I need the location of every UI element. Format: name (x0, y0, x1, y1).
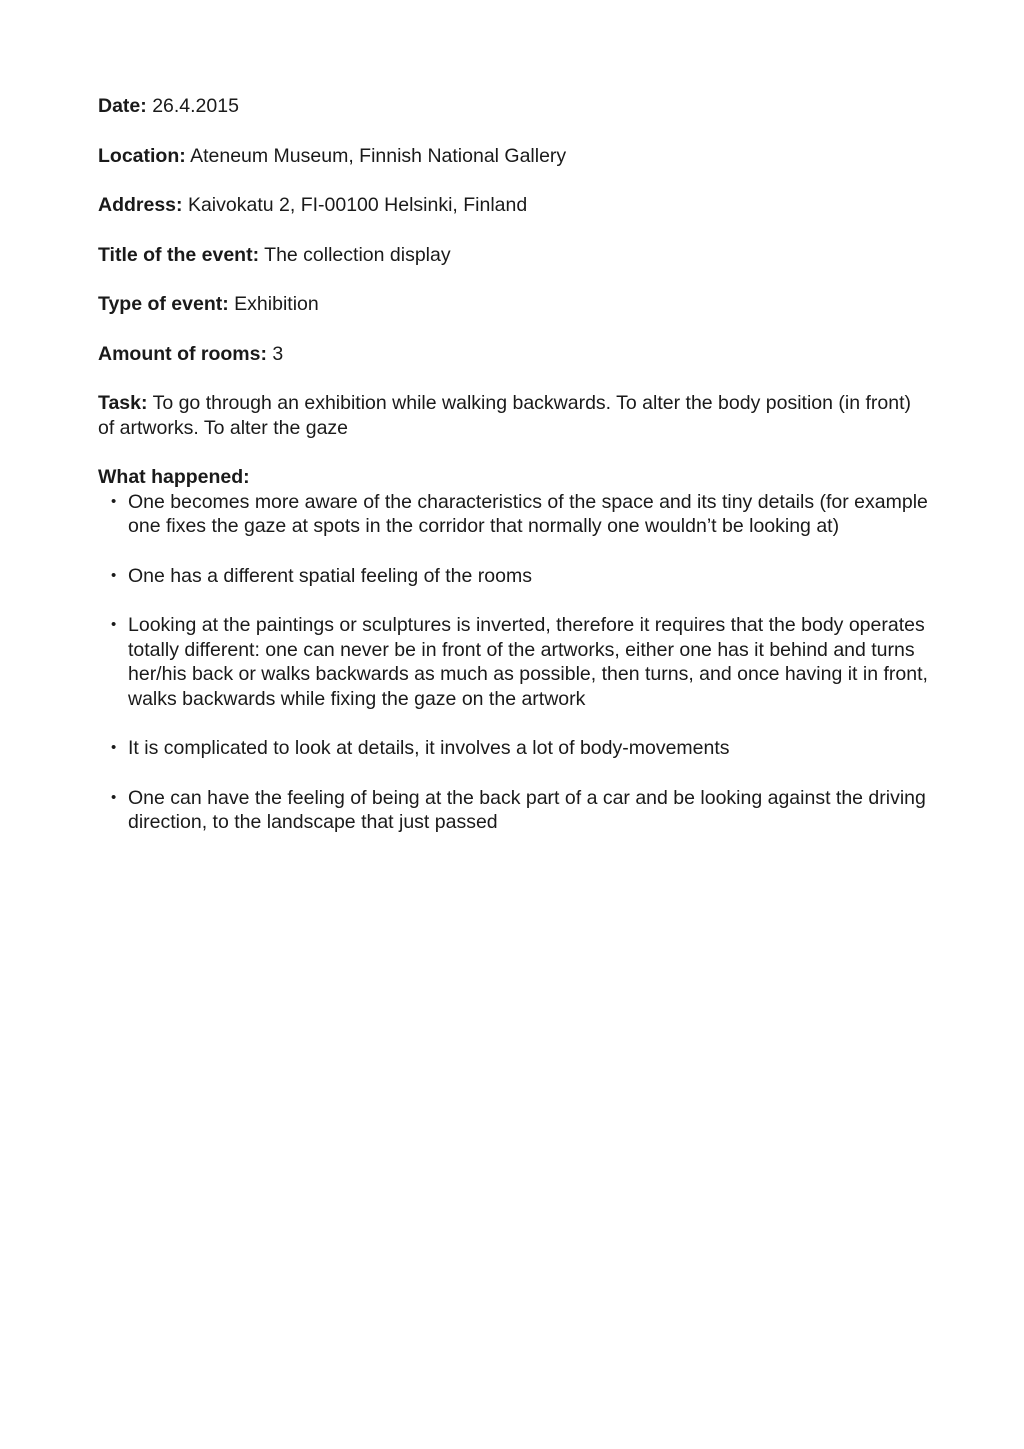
event-title-field (98, 243, 928, 268)
field-value: Kaivokatu 2, FI-00100 Helsinki, Finland (187, 194, 528, 216)
list-item (98, 613, 928, 711)
field-label: Type of event: (98, 293, 229, 315)
bullet-icon: • (111, 739, 117, 756)
bullet-icon: • (111, 492, 117, 510)
bullet-icon: • (111, 616, 117, 633)
list-item-text: One becomes more aware of the characteristics of the space and its tiny details (for example one fixes the gaze at spots in the corridor that normally one wouldn’t be looking at) (128, 490, 928, 537)
field-label: Amount of rooms: (98, 342, 267, 365)
rooms-field (98, 342, 928, 367)
field-label: Date: (98, 95, 147, 117)
field-value: Ateneum Museum, Finnish National Gallery (190, 144, 567, 167)
list-item (98, 490, 928, 539)
field-value: Exhibition (234, 293, 319, 315)
list-item-text: One can have the feeling of being at the back part of a car and be looking against the driving direction, to the landscape that just passed (128, 786, 926, 833)
event-type-field (98, 292, 928, 317)
field-label: Title of the event: (98, 243, 260, 266)
list-item (98, 786, 928, 835)
field-label: Address: (98, 194, 183, 216)
field-value: 26.4.2015 (152, 95, 239, 117)
list-item-text: Looking at the paintings or sculptures is inverted, therefore it requires that the body operates totally different: one can never be in front of the artworks, either one has it behind and turns her/his back or walks backwards as much as possible, then turns, and once having it in front, walks backwards while fixing the gaze on the artwork (128, 614, 928, 710)
address-field (98, 193, 928, 218)
field-value: The collection display (264, 243, 451, 266)
field-label: Location: (98, 144, 186, 167)
list-item (98, 564, 928, 589)
field-value: To go through an exhibition while walking backwards. To alter the body position (in front) of artworks. To alter the gaze (98, 392, 911, 439)
section-heading: What happened: (98, 466, 250, 488)
field-label: Task: (98, 392, 148, 414)
bullet-icon: • (111, 788, 117, 806)
document-page (98, 94, 928, 860)
location-field (98, 144, 928, 169)
what-happened-section (98, 465, 928, 835)
date-field (98, 94, 928, 119)
field-value: 3 (272, 342, 284, 365)
task-field (98, 391, 928, 440)
list-item (98, 736, 928, 761)
list-item-text: It is complicated to look at details, it involves a lot of body-movements (128, 737, 730, 759)
list-item-text: One has a different spatial feeling of the rooms (128, 564, 532, 587)
observation-list (98, 490, 928, 835)
bullet-icon: • (111, 566, 117, 584)
